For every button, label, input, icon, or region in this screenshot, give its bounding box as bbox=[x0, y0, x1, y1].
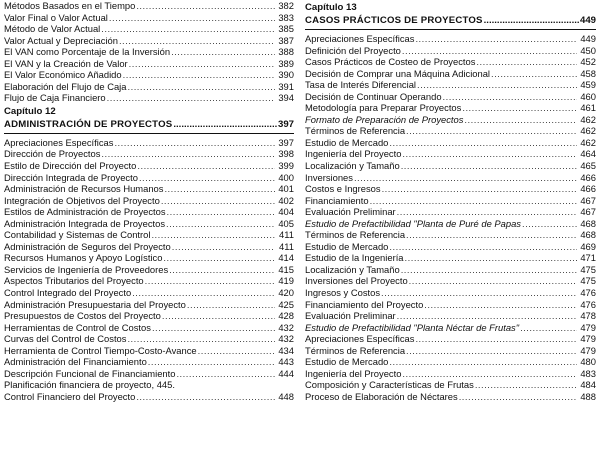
toc-entry-title: Servicios de Ingeniería de Proveedores bbox=[4, 263, 169, 275]
toc-entry-title: Estudio de Prefactibilidad "Planta de Puré de Papas bbox=[305, 217, 521, 229]
toc-entry bbox=[4, 183, 294, 195]
toc-entry-page: 469 bbox=[580, 240, 596, 252]
toc-entry-title: Valor Final o Valor Actual bbox=[4, 11, 108, 23]
toc-entry-page: 476 bbox=[580, 298, 596, 310]
leader-dots bbox=[171, 46, 275, 58]
toc-entry-title: Recursos Humanos y Apoyo Logístico bbox=[4, 252, 163, 264]
leader-dots bbox=[406, 125, 577, 137]
toc-entry bbox=[305, 218, 596, 230]
leader-dots bbox=[459, 391, 577, 403]
toc-entry-page: 411 bbox=[279, 240, 294, 252]
toc-entry bbox=[4, 35, 294, 47]
toc-entry-page: 462 bbox=[580, 136, 596, 148]
leader-dots bbox=[476, 56, 577, 68]
toc-entry-title: Apreciaciones Específicas bbox=[305, 33, 415, 44]
toc-entry-title: Curvas del Control de Costos bbox=[4, 333, 127, 345]
leader-dots bbox=[405, 252, 577, 264]
toc-entry-page: 462 bbox=[580, 125, 596, 137]
leader-dots bbox=[389, 137, 577, 149]
toc-entry bbox=[305, 368, 596, 380]
toc-entry-page: 387 bbox=[278, 34, 294, 46]
leader-dots bbox=[107, 92, 275, 104]
toc-entry bbox=[4, 195, 294, 207]
toc-entry-title: Costos e Ingresos bbox=[305, 183, 381, 195]
toc-entry bbox=[305, 45, 596, 57]
toc-entry-page: 432 bbox=[278, 321, 294, 333]
toc-entry bbox=[4, 160, 294, 172]
toc-entry bbox=[305, 275, 596, 287]
toc-section-chapter-11-tail bbox=[4, 0, 294, 104]
toc-entry bbox=[305, 68, 596, 80]
toc-entry bbox=[4, 333, 294, 345]
leader-dots bbox=[491, 68, 577, 80]
toc-entry-page: 467 bbox=[580, 194, 596, 206]
toc-entry-title: Estudio de Mercado bbox=[305, 136, 389, 148]
chapter-12-heading bbox=[4, 118, 294, 134]
leader-dots bbox=[167, 206, 275, 218]
toc-entry-title: Estudio de Mercado bbox=[305, 240, 389, 252]
toc-entry-title: Control Financiero del Proyecto bbox=[4, 390, 136, 402]
toc-entry bbox=[305, 125, 596, 137]
chapter-13-page: 449 bbox=[579, 15, 596, 26]
chapter-13-heading bbox=[305, 14, 596, 30]
chapter-12-page: 397 bbox=[277, 118, 294, 130]
toc-entry-title: Términos de Referencia bbox=[305, 125, 406, 137]
toc-entry bbox=[305, 137, 596, 149]
leader-dots bbox=[152, 322, 275, 334]
toc-entry bbox=[305, 345, 596, 357]
leader-dots bbox=[354, 172, 577, 184]
toc-entry bbox=[4, 264, 294, 276]
toc-entry-title: Dirección Integrada de Proyecto bbox=[4, 171, 138, 183]
toc-entry-title: Proceso de Elaboración de Néctares bbox=[305, 390, 458, 402]
toc-entry bbox=[305, 322, 596, 334]
toc-entry-page: 415 bbox=[278, 263, 294, 275]
leader-dots bbox=[397, 310, 577, 322]
leader-dots bbox=[136, 391, 275, 403]
leader-dots bbox=[162, 310, 275, 322]
toc-entry-page: 432 bbox=[278, 333, 294, 345]
leader-dots bbox=[164, 183, 275, 195]
toc-entry bbox=[305, 252, 596, 264]
toc-entry bbox=[305, 310, 596, 322]
leader-dots bbox=[415, 33, 577, 45]
toc-entry-title: Ingresos y Costos bbox=[305, 287, 381, 299]
toc-entry-page: 468 bbox=[580, 217, 596, 229]
toc-entry bbox=[4, 137, 294, 149]
leader-dots bbox=[163, 252, 275, 264]
toc-entry-page: 401 bbox=[278, 183, 294, 195]
leader-dots bbox=[484, 14, 579, 28]
toc-entry bbox=[305, 33, 596, 45]
toc-entry-page: 400 bbox=[278, 171, 294, 183]
leader-dots bbox=[522, 218, 577, 230]
toc-entry-page: 466 bbox=[580, 171, 596, 183]
toc-entry-page: 448 bbox=[278, 390, 294, 402]
toc-entry-page: 466 bbox=[580, 183, 596, 195]
leader-dots bbox=[464, 114, 577, 126]
toc-entry-title: El VAN como Porcentaje de la Inversión bbox=[4, 46, 171, 58]
leader-dots bbox=[417, 79, 577, 91]
leader-dots bbox=[475, 379, 577, 391]
toc-entry-page: 402 bbox=[278, 194, 294, 206]
toc-entry bbox=[305, 79, 596, 91]
leader-dots bbox=[123, 69, 275, 81]
toc-entry-title: Decisión de Continuar Operando bbox=[305, 90, 442, 102]
chapter-12-title: ADMINISTRACIÓN DE PROYECTOS bbox=[4, 118, 173, 130]
toc-entry-page: 479 bbox=[580, 344, 596, 356]
toc-entry-title: Casos Prácticos de Costeo de Proyectos bbox=[305, 56, 476, 68]
toc-entry-title: Estudio de Prefactibilidad "Planta Néctar de Frutas" bbox=[305, 321, 520, 333]
toc-entry bbox=[305, 391, 596, 403]
toc-entry bbox=[4, 345, 294, 357]
toc-entry bbox=[4, 12, 294, 24]
leader-dots bbox=[169, 264, 275, 276]
toc-entry bbox=[4, 69, 294, 81]
toc-entry-title: Descripción Funcional de Financiamiento bbox=[4, 367, 176, 379]
toc-entry-page: 394 bbox=[278, 92, 294, 104]
leader-dots bbox=[406, 345, 577, 357]
toc-entry-page: 390 bbox=[278, 69, 294, 81]
toc-entry-page: 388 bbox=[278, 46, 294, 58]
toc-entry-page: 449 bbox=[580, 33, 596, 44]
toc-entry-page: 391 bbox=[278, 80, 294, 92]
toc-entry bbox=[4, 218, 294, 230]
leader-dots bbox=[109, 12, 275, 24]
toc-entry-page: 462 bbox=[580, 113, 596, 125]
toc-entry-title: El VAN y la Creación de Valor bbox=[4, 57, 128, 69]
leader-dots bbox=[409, 275, 577, 287]
toc-entry-page: 398 bbox=[278, 148, 294, 160]
toc-section-chapter-12 bbox=[4, 137, 294, 403]
toc-entry bbox=[4, 275, 294, 287]
toc-entry-page: 465 bbox=[580, 160, 596, 172]
leader-dots bbox=[136, 0, 275, 12]
toc-entry bbox=[4, 172, 294, 184]
leader-dots bbox=[406, 229, 577, 241]
toc-entry-page: 405 bbox=[278, 217, 294, 229]
toc-entry-title: Administración del Financiamiento bbox=[4, 356, 147, 368]
leader-dots bbox=[520, 322, 577, 334]
toc-entry bbox=[4, 58, 294, 70]
toc-entry-title: Planificación financiera de proyecto, 445. bbox=[4, 379, 175, 391]
toc-entry-page: 475 bbox=[580, 275, 596, 287]
toc-entry-title: Apreciaciones Específicas bbox=[305, 333, 415, 345]
toc-entry-title: Localización y Tamaño bbox=[305, 160, 400, 172]
toc-entry bbox=[4, 229, 294, 241]
leader-dots bbox=[129, 58, 275, 70]
toc-entry bbox=[305, 172, 596, 184]
chapter-13-title: CASOS PRÁCTICOS DE PROYECTOS bbox=[305, 15, 483, 26]
toc-entry-title: Evaluación Preliminar bbox=[305, 206, 396, 218]
toc-entry-title: Ingeniería del Proyecto bbox=[305, 148, 402, 160]
toc-entry bbox=[305, 206, 596, 218]
toc-entry-page: 476 bbox=[580, 287, 596, 299]
leader-dots bbox=[415, 333, 577, 345]
toc-entry bbox=[4, 379, 294, 391]
leader-dots bbox=[401, 160, 577, 172]
leader-dots bbox=[424, 299, 577, 311]
leader-dots bbox=[462, 102, 577, 114]
toc-entry bbox=[305, 114, 596, 126]
leader-dots bbox=[397, 206, 577, 218]
toc-entry-title: Control Integrado del Proyecto bbox=[4, 287, 132, 299]
toc-entry bbox=[305, 241, 596, 253]
toc-entry-title: Métodos Basados en el Tiempo bbox=[4, 0, 136, 11]
toc-entry-page: 480 bbox=[580, 356, 596, 368]
leader-dots bbox=[127, 81, 275, 93]
toc-entry-title: Administración Presupuestaria del Proyecto bbox=[4, 298, 186, 310]
toc-entry-title: Composición y Características de Frutas bbox=[305, 379, 474, 391]
toc-entry bbox=[305, 56, 596, 68]
toc-entry-page: 404 bbox=[278, 206, 294, 218]
toc-entry bbox=[4, 322, 294, 334]
leader-dots bbox=[137, 160, 275, 172]
toc-entry-title: Formato de Preparación de Proyectos bbox=[305, 113, 464, 125]
toc-entry-title: Ingeniería del Proyecto bbox=[305, 367, 402, 379]
toc-entry-page: 475 bbox=[580, 263, 596, 275]
toc-entry bbox=[305, 102, 596, 114]
toc-entry-title: Estilo de Dirección del Proyecto bbox=[4, 160, 137, 172]
chapter-13-label: Capítulo 13 bbox=[305, 2, 357, 13]
toc-entry bbox=[305, 379, 596, 391]
toc-column-left bbox=[4, 0, 294, 403]
toc-entry-page: 414 bbox=[278, 252, 294, 264]
toc-entry-title: Metodología para Preparar Proyectos bbox=[305, 102, 462, 114]
toc-entry-page: 468 bbox=[580, 229, 596, 241]
toc-entry-title: Tasa de Interés Diferencial bbox=[305, 79, 416, 91]
toc-entry bbox=[305, 356, 596, 368]
toc-entry-page: 443 bbox=[278, 356, 294, 368]
toc-entry bbox=[305, 264, 596, 276]
leader-dots bbox=[127, 333, 275, 345]
toc-section-chapter-13 bbox=[305, 33, 596, 403]
leader-dots bbox=[166, 218, 275, 230]
toc-entry-page: 420 bbox=[278, 287, 294, 299]
toc-column-right bbox=[305, 0, 596, 403]
toc-entry bbox=[4, 356, 294, 368]
toc-entry-title: Inversiones del Proyecto bbox=[305, 275, 408, 287]
toc-entry-title: Contabilidad y Sistemas de Control bbox=[4, 229, 151, 241]
toc-entry-title: Administración de Recursos Humanos bbox=[4, 183, 164, 195]
toc-entry-title: Administración de Seguros del Proyecto bbox=[4, 240, 171, 252]
toc-entry-page: 397 bbox=[278, 136, 294, 148]
toc-entry bbox=[4, 148, 294, 160]
toc-entry bbox=[4, 81, 294, 93]
toc-entry bbox=[4, 368, 294, 380]
toc-entry-page: 389 bbox=[278, 57, 294, 69]
leader-dots bbox=[198, 345, 275, 357]
toc-entry-title: Método de Valor Actual bbox=[4, 23, 101, 35]
toc-entry bbox=[305, 333, 596, 345]
toc-entry-page: 425 bbox=[278, 298, 294, 310]
toc-entry-title: Herramientas de Control de Costos bbox=[4, 321, 151, 333]
toc-entry-title: Integración de Objetivos del Proyecto bbox=[4, 194, 160, 206]
leader-dots bbox=[173, 118, 277, 132]
leader-dots bbox=[389, 241, 577, 253]
toc-entry bbox=[305, 287, 596, 299]
toc-entry bbox=[305, 91, 596, 103]
toc-entry-title: Decisión de Comprar una Máquina Adicional bbox=[305, 67, 490, 79]
toc-entry-title: Estudio de la Ingeniería bbox=[305, 252, 404, 264]
leader-dots bbox=[101, 23, 275, 35]
leader-dots bbox=[151, 229, 275, 241]
toc-entry-page: 464 bbox=[580, 148, 596, 160]
leader-dots bbox=[176, 368, 275, 380]
leader-dots bbox=[381, 287, 577, 299]
toc-entry-page: 488 bbox=[580, 390, 596, 402]
toc-entry-title: Estudio de Mercado bbox=[305, 356, 389, 368]
toc-entry-page: 471 bbox=[580, 252, 596, 264]
toc-entry bbox=[4, 310, 294, 322]
toc-entry-title: Localización y Tamaño bbox=[305, 263, 400, 275]
toc-entry-page: 383 bbox=[278, 11, 294, 23]
toc-entry bbox=[305, 229, 596, 241]
toc-entry-page: 484 bbox=[580, 379, 596, 391]
toc-entry-page: 461 bbox=[580, 102, 596, 114]
toc-entry-title: Apreciaciones Específicas bbox=[4, 136, 114, 148]
toc-entry bbox=[305, 148, 596, 160]
toc-entry-title: Inversiones bbox=[305, 171, 353, 183]
chapter-12-label: Capítulo 12 bbox=[4, 105, 56, 117]
toc-entry-page: 411 bbox=[279, 229, 294, 241]
toc-entry-title: Definición del Proyecto bbox=[305, 44, 401, 56]
toc-entry bbox=[305, 195, 596, 207]
leader-dots bbox=[382, 183, 577, 195]
leader-dots bbox=[402, 45, 577, 57]
leader-dots bbox=[402, 148, 577, 160]
leader-dots bbox=[402, 368, 577, 380]
toc-entry-title: Flujo de Caja Financiero bbox=[4, 92, 106, 104]
leader-dots bbox=[401, 264, 577, 276]
toc-entry-title: Administración Integrada de Proyectos bbox=[4, 217, 166, 229]
leader-dots bbox=[145, 275, 275, 287]
toc-entry-title: Herramienta de Control Tiempo-Costo-Avance bbox=[4, 344, 197, 356]
toc-entry-title: Financiamiento bbox=[305, 194, 369, 206]
toc-entry bbox=[4, 299, 294, 311]
toc-entry bbox=[4, 46, 294, 58]
toc-entry-title: Presupuestos de Costos del Proyecto bbox=[4, 310, 161, 322]
toc-entry-page: 444 bbox=[278, 367, 294, 379]
toc-entry-page: 479 bbox=[580, 333, 596, 345]
toc-entry bbox=[4, 287, 294, 299]
toc-entry-title: Financiamiento del Proyecto bbox=[305, 298, 424, 310]
toc-entry bbox=[4, 252, 294, 264]
toc-entry bbox=[4, 206, 294, 218]
toc-entry-page: 450 bbox=[580, 44, 596, 56]
toc-entry-page: 428 bbox=[278, 310, 294, 322]
toc-entry-title: Términos de Referencia bbox=[305, 344, 406, 356]
toc-entry-page: 478 bbox=[580, 310, 596, 322]
toc-entry-title: Aspectos Tributarios del Proyecto bbox=[4, 275, 144, 287]
toc-entry-page: 458 bbox=[580, 67, 596, 79]
toc-entry-title: Dirección de Proyectos bbox=[4, 148, 101, 160]
toc-entry-page: 467 bbox=[580, 206, 596, 218]
toc-entry-page: 419 bbox=[278, 275, 294, 287]
toc-entry-title: Valor Actual y Depreciación bbox=[4, 34, 118, 46]
toc-entry bbox=[4, 23, 294, 35]
leader-dots bbox=[119, 35, 275, 47]
toc-entry-page: 399 bbox=[278, 160, 294, 172]
toc-entry bbox=[4, 92, 294, 104]
toc-entry-page: 459 bbox=[580, 79, 596, 91]
leader-dots bbox=[187, 299, 275, 311]
leader-dots bbox=[370, 195, 577, 207]
toc-entry-page: 434 bbox=[278, 344, 294, 356]
leader-dots bbox=[389, 356, 577, 368]
toc-entry-title: El Valor Económico Añadido bbox=[4, 69, 122, 81]
toc-entry-page: 483 bbox=[580, 367, 596, 379]
leader-dots bbox=[443, 91, 577, 103]
leader-dots bbox=[139, 172, 275, 184]
toc-entry bbox=[305, 183, 596, 195]
toc-entry-title: Elaboración del Flujo de Caja bbox=[4, 80, 127, 92]
toc-entry-title: Términos de Referencia bbox=[305, 229, 406, 241]
leader-dots bbox=[172, 241, 275, 253]
leader-dots bbox=[161, 195, 275, 207]
toc-entry-page: 460 bbox=[580, 90, 596, 102]
leader-dots bbox=[132, 287, 275, 299]
toc-entry-page: 479 bbox=[580, 321, 596, 333]
toc-entry-page: 385 bbox=[278, 23, 294, 35]
toc-entry bbox=[305, 299, 596, 311]
leader-dots bbox=[101, 148, 275, 160]
toc-entry bbox=[305, 160, 596, 172]
toc-entry-title: Estilos de Administración de Proyectos bbox=[4, 206, 166, 218]
toc-entry bbox=[4, 241, 294, 253]
leader-dots bbox=[114, 137, 275, 149]
toc-entry bbox=[4, 391, 294, 403]
leader-dots bbox=[148, 356, 275, 368]
toc-entry-page: 382 bbox=[278, 0, 294, 11]
toc-entry-page: 452 bbox=[580, 56, 596, 68]
toc-entry-title: Evaluación Preliminar bbox=[305, 310, 396, 322]
toc-entry bbox=[4, 0, 294, 12]
